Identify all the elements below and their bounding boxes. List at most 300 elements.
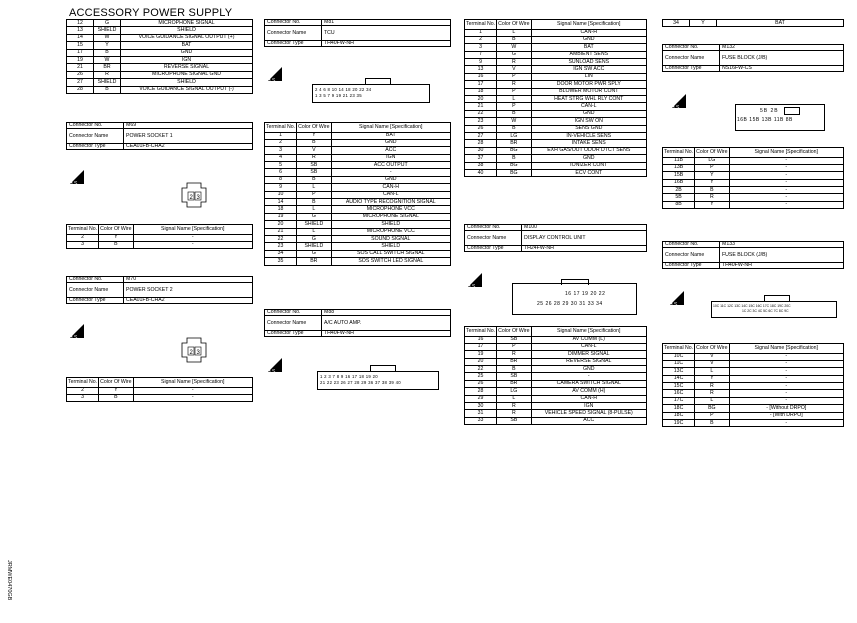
m81-connector-info [264,19,451,47]
hs-symbol-icon [68,168,88,186]
table-row [265,139,451,146]
signal-cell: IGN [531,403,646,410]
color-cell: L [695,368,729,375]
signal-cell: - [729,164,843,171]
color-cell: G [297,213,331,220]
terminal-cell: 3 [67,241,99,248]
table-row [663,405,844,412]
pin-row-top: 2 4 6 8 10 14 18 20 22 34 [315,86,372,92]
terminal-header: Terminal No. [68,226,98,232]
table-row [265,162,451,169]
table-row [663,397,844,404]
color-header: Color Of Wire [498,328,530,334]
table-row [465,66,647,73]
table-row [465,373,647,380]
color-cell: V [297,147,331,154]
color-cell: L [297,206,331,213]
connector-name-value: FUSE BLOCK (J/B) [720,248,844,263]
terminal-cell: 11C [663,360,695,367]
color-cell: B [497,366,531,373]
connector-no-value: M88 [322,310,451,316]
color-cell: L [695,397,729,404]
hs-symbol-icon [266,356,286,374]
color-cell: P [497,73,531,80]
signal-cell: BLOWER MOTOR CONT [531,88,646,95]
signal-cell: - [133,234,252,241]
color-cell: W [94,56,121,63]
table-row [663,360,844,367]
connector-name-value: TCU [322,26,451,41]
color-cell: G [297,250,331,257]
table-row [265,147,451,154]
color-cell: W [497,118,531,125]
signal-cell: GND [531,36,646,43]
terminal-cell: 23 [265,243,297,250]
pin-row-bottom: 1C 2C 3C 4C 5C 6C 7C 8C 9C [742,309,789,313]
signal-cell: CAN-H [531,395,646,402]
color-cell: P [497,103,531,110]
terminal-cell: 2 [265,139,297,146]
terminal-cell: 19 [465,351,497,358]
signal-header: Signal Name [Specification] [729,344,843,354]
color-cell: V [497,66,531,73]
color-cell: Y [690,20,717,27]
connector-name-value: POWER SOCKET 1 [124,129,253,144]
signal-cell: - [Without DRPO] [729,405,843,412]
hs-text: H.S. [671,105,681,110]
color-cell: R [497,59,531,66]
terminal-cell: 28 [465,388,497,395]
table-row [663,390,844,397]
terminal-cell: 20 [465,96,497,103]
terminal-cell: 7 [465,51,497,58]
table-row [465,81,647,88]
signal-header: Signal Name [Specification] [331,123,450,133]
connector-name-label: Connector Name [465,231,522,246]
color-cell: P [297,191,331,198]
terminal-cell: 20 [465,358,497,365]
color-cell: SB [497,373,531,380]
connector-type-value: TH40FW-NH [322,331,451,337]
table-row [465,110,647,117]
color-header: Color Of Wire [298,124,330,130]
signal-cell: - [729,172,843,179]
m81-terminal-table [264,122,451,266]
color-cell: SB [297,162,331,169]
table-row [465,410,647,417]
terminal-cell: 26 [465,380,497,387]
color-cell: L [497,96,531,103]
table-row [67,241,253,248]
color-cell: W [497,44,531,51]
connector-latch [365,78,391,85]
signal-cell: - [729,375,843,382]
signal-cell: MICROPHONE VCC [331,228,450,235]
signal-cell: REVERSE SIGNAL [121,64,253,71]
table-row [67,64,253,71]
color-cell: B [297,199,331,206]
signal-cell: ACC OUTPUT [331,162,450,169]
connector-type-label: Connector Type [663,263,720,269]
terminal-cell: 17 [465,81,497,88]
table-row [265,258,451,265]
table-row [465,380,647,387]
table-row [465,162,647,169]
table-row [465,88,647,95]
table-row [265,154,451,161]
m132-connector-info [662,44,844,72]
terminal-cell: 30 [465,147,497,154]
signal-cell: INTAKE SENS [531,140,646,147]
signal-cell: - [729,397,843,404]
table-row [67,42,253,49]
terminal-cell: 35 [265,258,297,265]
color-cell: P [695,412,729,419]
connector-name-label: Connector Name [67,129,124,144]
m88-connector-info [264,309,451,337]
color-cell: SB [297,169,331,176]
connector-name-value: DISPLAY CONTROL UNIT [522,231,647,246]
color-header: Color Of Wire [100,379,132,385]
signal-cell: ECV CONT [531,169,646,176]
color-cell: R [695,390,729,397]
terminal-cell: 17 [465,343,497,350]
figure-code: JRMWE0470GB [6,560,12,601]
color-cell: R [497,81,531,88]
signal-cell: - [133,394,252,401]
color-cell: Y [94,42,121,49]
signal-cell: - [729,179,843,186]
terminal-cell: 3 [67,394,99,401]
color-cell: P [695,164,729,171]
terminal-cell: 8 [265,176,297,183]
m100-terminal-table [464,326,647,425]
table-row [465,155,647,162]
table-row [663,172,844,179]
connector-type-value: TH40FW-NH [322,41,451,47]
terminal-cell: 16B [663,179,695,186]
connector-type-label: Connector Type [265,331,322,337]
signal-cell: GND [331,176,450,183]
terminal-cell: 21 [67,64,94,71]
terminal-cell: 16 [465,73,497,80]
connector-name-label: Connector Name [663,51,720,66]
hs-text: H.S. [69,335,79,340]
signal-cell: - [531,373,646,380]
terminal-cell: 9 [465,59,497,66]
signal-header: Signal Name [Specification] [133,225,252,235]
pin-row-bottom: 21 22 23 26 27 28 29 36 37 38 39 40 [320,380,401,385]
terminal-cell: 14C [663,375,695,382]
terminal-cell: 12 [67,20,94,27]
color-cell: BG [497,147,531,154]
hs-text: H.S. [267,369,277,374]
color-cell: B [99,394,133,401]
color-cell: V [695,353,729,360]
color-cell: B [297,176,331,183]
hs-text: H.S. [267,78,277,83]
color-cell: G [297,235,331,242]
color-cell: B [695,187,729,194]
signal-cell: BAT [121,42,253,49]
m69-connector-info [66,122,253,150]
signal-cell: CAN-H [331,184,450,191]
table-row [663,201,844,208]
table-row [265,221,451,228]
connector-type-value: TH40FW-NH [720,263,844,269]
terminal-cell: 18C [663,412,695,419]
color-cell: V [695,360,729,367]
terminal-cell: 19 [265,213,297,220]
color-header: Color Of Wire [696,345,728,351]
connector-latch [784,107,800,115]
color-cell: G [94,20,121,27]
terminal-cell: 18 [465,88,497,95]
terminal-header: Terminal No. [466,328,496,334]
connector-type-value: CEA01FB-CHA2 [124,144,253,150]
signal-cell: HEAT STRG WHL RLY CONT [531,96,646,103]
pin-row-top: 10C 11C 12C 13C 14C 15C 16C 17C 18C 19C 20C [713,303,791,308]
hs-symbol-icon [266,65,286,83]
terminal-cell: 2 [465,36,497,43]
signal-cell: GND [531,366,646,373]
connector-name-value: A/C AUTO AMP. [322,316,451,331]
terminal-cell: 1 [265,132,297,139]
color-cell: B [497,110,531,117]
table-row [265,250,451,257]
connector-no-value: M132 [720,45,844,51]
terminal-cell: 34 [265,250,297,257]
color-cell: BG [497,169,531,176]
table-row [265,199,451,206]
terminal-cell: 11B [663,157,695,164]
signal-cell: IN-VEHICLE SENS [531,132,646,139]
color-cell: BG [695,405,729,412]
connector-type-label: Connector Type [265,41,322,47]
hs-text: H.S. [669,302,679,307]
terminal-cell: 28 [465,140,497,147]
terminal-cell: 9 [265,184,297,191]
terminal-cell: 37 [465,155,497,162]
signal-cell: SHIELD [121,79,253,86]
table-row [465,44,647,51]
terminal-cell: 2 [67,234,99,241]
color-cell: Y [695,201,729,208]
terminal-cell: 27 [465,132,497,139]
table-row [465,417,647,424]
terminal-cell: 31 [465,410,497,417]
terminal-cell: 26 [465,125,497,132]
signal-cell: - [729,420,843,427]
table-row [67,86,253,93]
terminal-cell: 25 [465,373,497,380]
table-row [67,387,253,394]
terminal-cell: 21 [465,103,497,110]
signal-cell: SOUND SIGNAL [331,235,450,242]
color-cell: SHIELD [297,221,331,228]
signal-header: Signal Name [Specification] [531,20,646,30]
terminal-cell: 8B [663,201,695,208]
terminal-cell: 10 [265,191,297,198]
signal-cell: IONIZER CONT [531,162,646,169]
color-cell: B [297,139,331,146]
signal-cell: CAN-L [331,191,450,198]
table-row [265,235,451,242]
signal-cell: CAMERA SWITCH SIGNAL [531,380,646,387]
hs-symbol-icon [466,271,486,289]
m133-connector-face [711,301,837,318]
terminal-cell: 4 [265,154,297,161]
terminal-cell: 14 [67,34,94,41]
color-cell: SB [497,417,531,424]
signal-cell: SOS CALL SWITCH SIGNAL [331,250,450,257]
signal-cell: SOS SWITCH LED SIGNAL [331,258,450,265]
color-cell: LG [695,157,729,164]
terminal-cell: 14 [265,199,297,206]
table-row [663,164,844,171]
terminal-cell: 20 [265,221,297,228]
color-cell: L [497,395,531,402]
connector-latch [370,365,396,372]
m100-connector-face [512,283,637,315]
signal-cell: IGN SW ACC [531,66,646,73]
terminal-cell: 27 [67,79,94,86]
signal-cell: MICROPHONE SIGNAL [121,20,253,27]
signal-cell: - [729,390,843,397]
table-row [465,29,647,36]
terminal-cell: 1 [465,29,497,36]
terminal-header: Terminal No. [664,345,694,351]
top-terminal-table [66,19,253,94]
connector-name-label: Connector Name [265,26,322,41]
terminal-cell: 16C [663,390,695,397]
color-cell: R [497,403,531,410]
m133-connector-info [662,241,844,269]
signal-cell: AV COMM (H) [531,388,646,395]
color-cell: R [497,351,531,358]
table-row [265,132,451,139]
terminal-cell: 17C [663,397,695,404]
connector-type-value: TH24FW-NH [522,246,647,252]
table-row [663,420,844,427]
signal-cell: VOICE GUIDANCE SIGNAL OUTPUT (+) [121,34,253,41]
table-row [663,187,844,194]
connector-no-label: Connector No. [465,225,522,231]
table-row [663,375,844,382]
terminal-cell: 23 [465,118,497,125]
terminal-cell: 2 [67,387,99,394]
signal-cell: - [331,169,450,176]
terminal-header: Terminal No. [466,21,496,27]
table-row [465,343,647,350]
signal-cell: AUDIO TYPE RECOGNITION SIGNAL [331,199,450,206]
color-cell: Y [297,132,331,139]
connector-latch [764,295,790,302]
table-row [465,351,647,358]
color-cell: B [497,36,531,43]
hs-text: H.S. [467,284,477,289]
signal-cell: BAT [331,132,450,139]
connector-no-value: M70 [124,277,253,283]
pin-label: 2 [189,195,193,201]
color-cell: B [99,241,133,248]
signal-cell: - [133,241,252,248]
page-title: ACCESSORY POWER SUPPLY [69,7,233,19]
signal-cell: GND [331,139,450,146]
terminal-cell: 3 [265,147,297,154]
color-cell: BR [94,64,121,71]
signal-cell: CAN-H [531,29,646,36]
terminal-cell: 10C [663,353,695,360]
table-row [465,336,647,343]
color-cell: BR [297,258,331,265]
table-row [67,71,253,78]
table-row [265,184,451,191]
connector-type-label: Connector Type [67,144,124,150]
table-row [663,412,844,419]
terminal-cell: 15 [67,42,94,49]
hs-text: H.S. [69,181,79,186]
signal-cell: AV COMM (L) [531,336,646,343]
terminal-cell: 16 [465,336,497,343]
terminal-header: Terminal No. [68,379,98,385]
table-row [663,194,844,201]
terminal-cell: 33 [465,417,497,424]
table-row [265,206,451,213]
color-cell: SHIELD [297,243,331,250]
m88-terminal-table [464,19,647,177]
hs-symbol-icon [68,322,88,340]
table-row [67,20,253,27]
table-row [465,125,647,132]
color-cell: B [497,125,531,132]
terminal-cell: 13 [67,27,94,34]
connector-no-label: Connector No. [265,310,322,316]
terminal-cell: 13 [465,66,497,73]
terminal-cell: 22 [265,235,297,242]
color-cell: B [695,420,729,427]
terminal-cell: 21 [265,228,297,235]
signal-cell: GND [121,49,253,56]
connector-type-value: CEA01FB-CHA2 [124,298,253,304]
m81-connector-face [312,84,430,103]
terminal-cell: 15B [663,172,695,179]
table-row [465,132,647,139]
table-row [465,403,647,410]
connector-name-label: Connector Name [67,283,124,298]
connector-no-label: Connector No. [265,20,322,26]
color-cell: BR [497,358,531,365]
connector-no-value: M100 [522,225,647,231]
terminal-cell: 2B [663,187,695,194]
signal-cell: CAN-L [531,103,646,110]
connector-latch [561,279,589,285]
color-cell: Y [99,387,133,394]
table-row [465,51,647,58]
table-row [465,169,647,176]
signal-cell: EXH GAS/OUT ODOR DTCT SENS [531,147,646,154]
table-row [465,59,647,66]
table-row [265,191,451,198]
color-cell: P [497,343,531,350]
terminal-cell: 6 [265,169,297,176]
pin-row-bottom: 25 26 28 29 30 31 33 34 [537,301,603,307]
table-row [67,27,253,34]
terminal-cell: 19 [67,56,94,63]
table-row [265,176,451,183]
terminal-cell: 19C [663,420,695,427]
color-cell: SHIELD [94,27,121,34]
